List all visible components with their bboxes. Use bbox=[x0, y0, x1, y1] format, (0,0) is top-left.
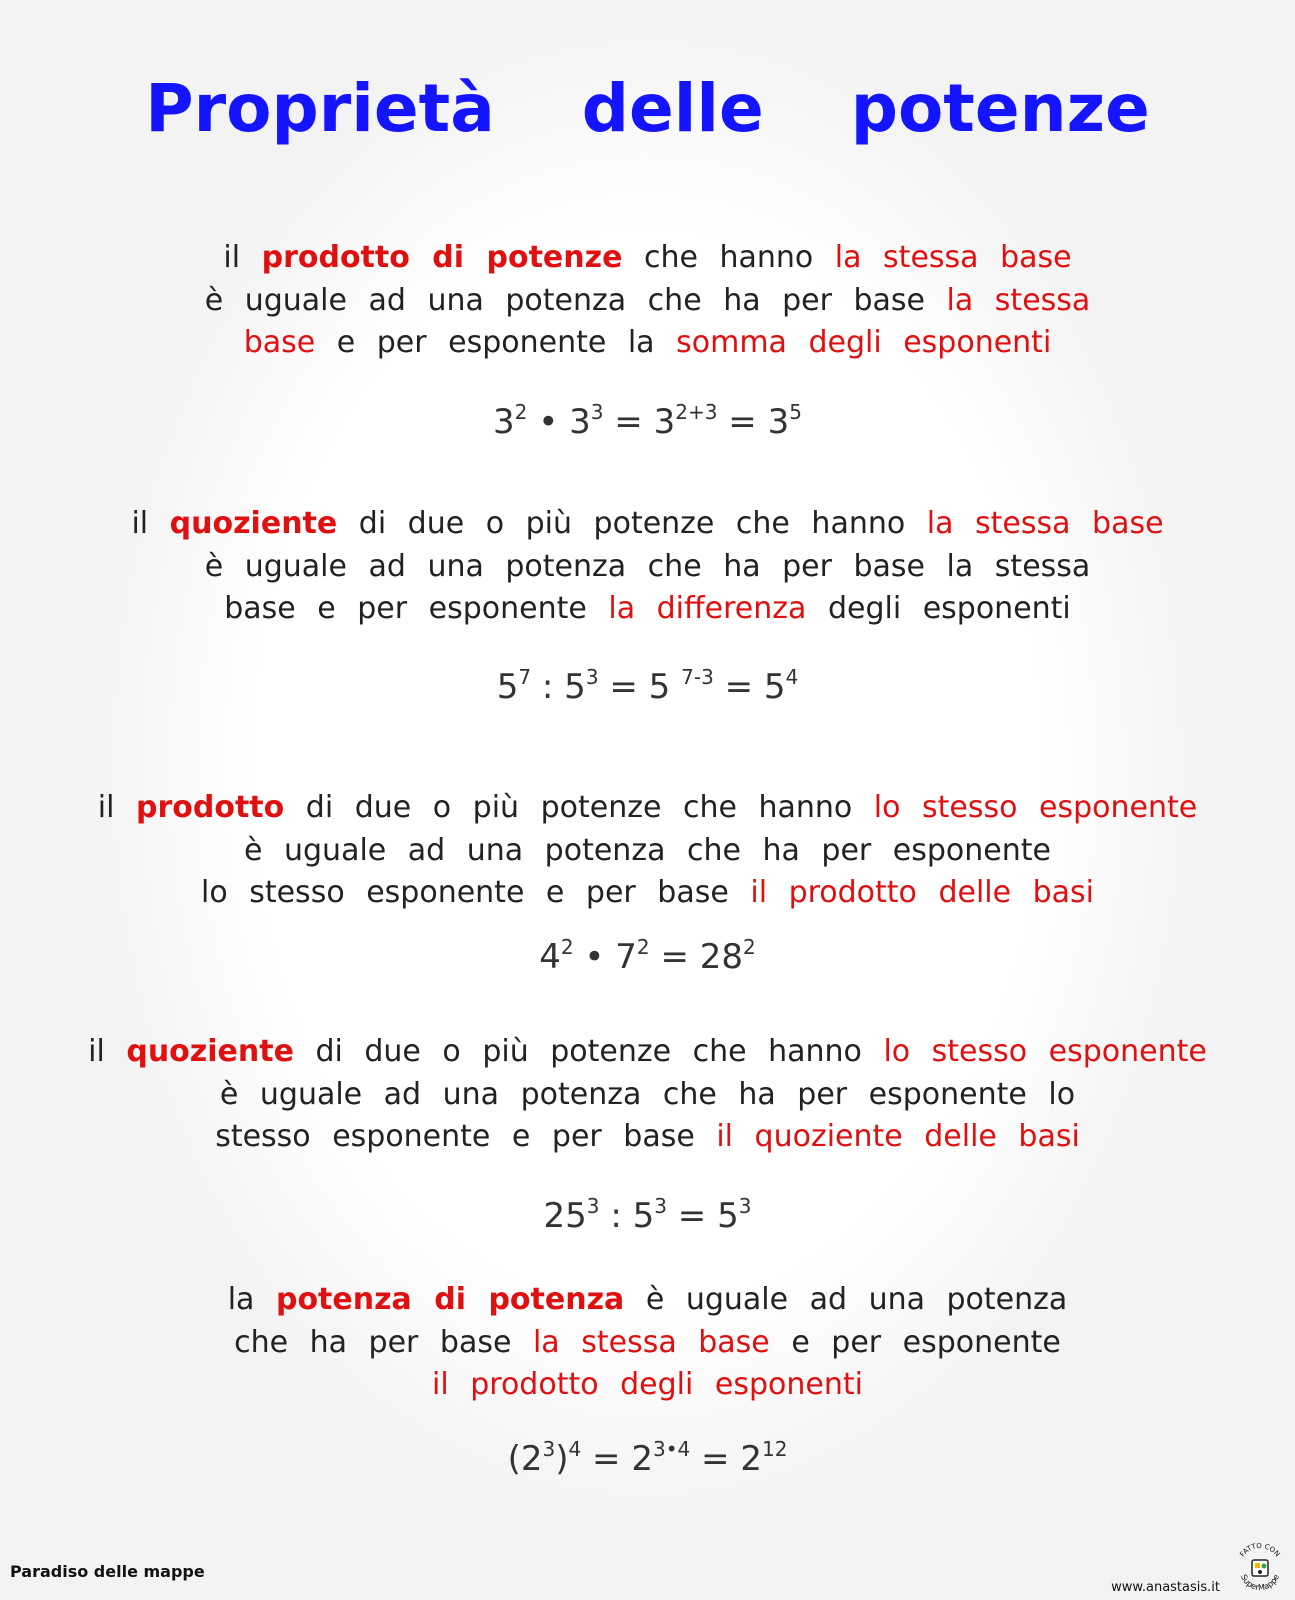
rule-line: il quoziente di due o più potenze che hanno lo stesso esponente bbox=[88, 1034, 1207, 1069]
rule-line: è uguale ad una potenza che ha per esponente lo bbox=[219, 1076, 1076, 1112]
svg-text:SuperMappe: SuperMappe bbox=[1238, 1573, 1282, 1593]
formula-example-2: $5^7$ : $5^3 = 5$ $^{7-3} = 5^4$ bbox=[496, 665, 799, 707]
rule-product-same-base bbox=[0, 237, 1295, 365]
rule-power-of-power bbox=[0, 1279, 1295, 1407]
rule-line: è uguale ad una potenza che ha per base la stessa bbox=[204, 282, 1091, 318]
page-title: Proprietà delle potenze bbox=[145, 70, 1150, 147]
rule-line: la potenza di potenza è uguale ad una potenza bbox=[227, 1282, 1068, 1317]
rule-quotient-same-base bbox=[0, 503, 1295, 631]
rule-line: il prodotto di potenze che hanno la stessa base bbox=[223, 240, 1072, 275]
footer-url[interactable]: www.anastasis.it bbox=[1111, 1580, 1220, 1595]
rule-line: il quoziente di due o più potenze che hanno la stessa base bbox=[131, 506, 1164, 541]
rule-line: è uguale ad una potenza che ha per base la stessa bbox=[204, 548, 1091, 584]
rule-line: è uguale ad una potenza che ha per esponente bbox=[244, 832, 1051, 868]
rule-line: base e per esponente la differenza degli esponenti bbox=[224, 591, 1071, 626]
svg-text:FATTO CON: FATTO CON bbox=[1238, 1541, 1282, 1559]
rule-line: il prodotto di due o più potenze che hanno lo stesso esponente bbox=[97, 790, 1198, 825]
formula-example-4: $25^3$ : $5^3 = 5^3$ bbox=[543, 1194, 752, 1236]
formula-example-1: $3^2$ • $3^3 = 3^{2+3} = 3^5$ bbox=[493, 400, 802, 442]
supermappe-logo bbox=[1232, 1540, 1288, 1596]
rule-product-same-exponent bbox=[0, 787, 1295, 915]
rule-line: che ha per base la stessa base e per esponente bbox=[234, 1324, 1061, 1360]
rule-line: lo stesso esponente e per base il prodotto delle basi bbox=[200, 875, 1095, 910]
formula-example-3: $4^2$ • $7^2 = 28^2$ bbox=[539, 935, 756, 977]
rule-line: base e per esponente la somma degli esponenti bbox=[243, 325, 1052, 360]
rule-line: stesso esponente e per base il quoziente delle basi bbox=[215, 1119, 1080, 1154]
rule-line: il prodotto degli esponenti bbox=[432, 1367, 863, 1402]
rule-quotient-same-exponent bbox=[0, 1031, 1295, 1159]
formula-example-5: $(2^3)^4 = 2^{3•4} = 2^{12}$ bbox=[507, 1437, 788, 1479]
footer-site-name: Paradiso delle mappe bbox=[10, 1562, 205, 1581]
supermappe-logo-icon bbox=[1232, 1540, 1288, 1596]
